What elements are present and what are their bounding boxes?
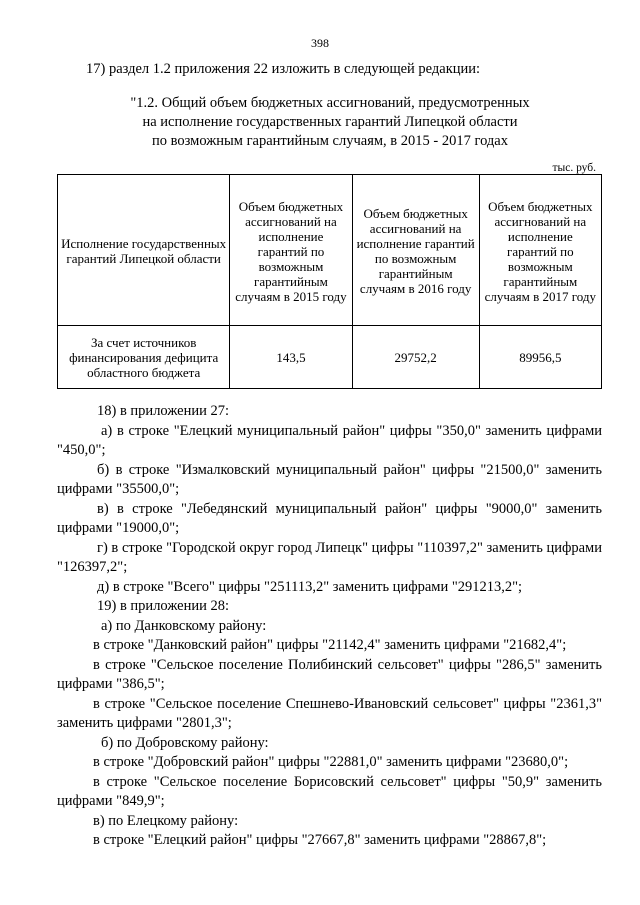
section-title [60,94,600,151]
table-cell: 29752,2 [352,326,479,389]
paragraph: г) в строке "Городской округ город Липецк" цифры "110397,2" заменить цифрами "126397,2"; [57,539,602,575]
paragraph: б) в строке "Измалковский муниципальный район" цифры "21500,0" заменить цифрами "35500,0"; [57,461,602,497]
paragraph: 18) в приложении 27: [97,403,230,419]
paragraph: б) по Добровскому району: [101,734,269,751]
paragraph: а) по Данковскому району: [101,617,267,634]
column-header: Объем бюджетных ассигнований на исполнение гарантий по возможным гарантийным случаям в 2015 году [230,175,352,326]
table-cell: 89956,5 [479,326,601,389]
paragraph: в строке "Сельское поселение Спешнево-Ивановский сельсовет" цифры "2361,3" заменить цифрами "2801,3"; [57,695,602,731]
paragraph: в) по Елецкому району: [93,812,239,829]
paragraph: в строке "Елецкий район" цифры "27667,8" заменить цифрами "28867,8"; [93,832,547,848]
column-header: Объем бюджетных ассигнований на исполнение гарантий по возможным гарантийным случаям в 2016 году [352,175,479,326]
section-title-line: по возможным гарантийным случаям, в 2015 - 2017 годах [152,133,508,149]
page-number: 398 [311,36,329,50]
paragraph: в строке "Сельское поселение Полибинский сельсовет" цифры "286,5" заменить цифрами "386,5"; [57,656,602,692]
guarantees-table [57,174,602,389]
amendment-body [57,402,602,851]
column-header: Объем бюджетных ассигнований на исполнение гарантий по возможным гарантийным случаям в 2017 году [479,175,601,326]
paragraph: в строке "Данковский район" цифры "21142,4" заменить цифрами "21682,4"; [93,637,567,653]
amendment-intro: 17) раздел 1.2 приложения 22 изложить в следующей редакции: [86,61,481,77]
paragraph: а) в строке "Елецкий муниципальный район" цифры "350,0" заменить цифрами "450,0"; [57,422,602,458]
column-header: Исполнение государственных гарантий Липецкой области [58,175,230,326]
table-cell: За счет источников финансирования дефицита областного бюджета [58,326,230,389]
section-title-line: "1.2. Общий объем бюджетных ассигнований, предусмотренных [130,95,530,111]
units-label: тыс. руб. [552,162,596,174]
section-title-line: на исполнение государственных гарантий Липецкой области [142,114,518,130]
paragraph: в) в строке "Лебедянский муниципальный район" цифры "9000,0" заменить цифрами "19000,0"; [57,500,602,536]
paragraph: д) в строке "Всего" цифры "251113,2" заменить цифрами "291213,2"; [97,578,523,595]
table-row [58,326,602,389]
table-header-row [58,175,602,326]
paragraph: 19) в приложении 28: [97,598,230,614]
paragraph: в строке "Сельское поселение Борисовский сельсовет" цифры "50,9" заменить цифрами "849,9"; [57,773,602,809]
paragraph: в строке "Добровский район" цифры "22881,0" заменить цифрами "23680,0"; [93,754,569,770]
table-cell: 143,5 [230,326,352,389]
